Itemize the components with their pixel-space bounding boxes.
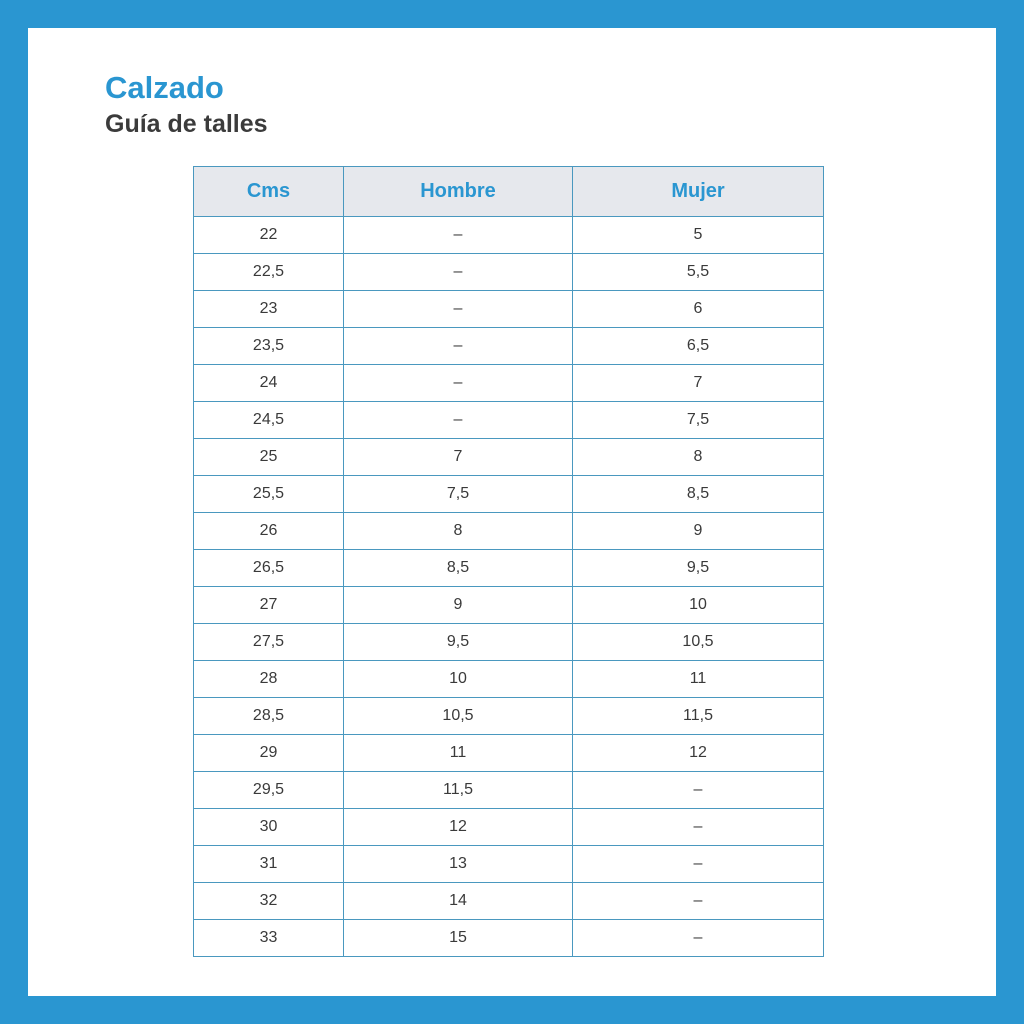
cell-cms: 33 — [194, 920, 344, 957]
cell-mujer: – — [573, 920, 824, 957]
cell-mujer: 9 — [573, 513, 824, 550]
cell-cms: 26,5 — [194, 550, 344, 587]
cell-cms: 32 — [194, 883, 344, 920]
table-row — [194, 661, 824, 698]
cell-cms: 29 — [194, 735, 344, 772]
cell-cms: 29,5 — [194, 772, 344, 809]
table-row — [194, 513, 824, 550]
cell-mujer: 11 — [573, 661, 824, 698]
page-subtitle: Guía de talles — [105, 110, 268, 138]
cell-hombre: 9,5 — [344, 624, 573, 661]
cell-hombre: 7,5 — [344, 476, 573, 513]
table-row — [194, 365, 824, 402]
cell-cms: 26 — [194, 513, 344, 550]
cell-mujer: 12 — [573, 735, 824, 772]
cell-hombre: 10 — [344, 661, 573, 698]
cell-cms: 22,5 — [194, 254, 344, 291]
column-header-mujer: Mujer — [573, 167, 824, 217]
table-row — [194, 402, 824, 439]
table-row — [194, 291, 824, 328]
cell-mujer: 5,5 — [573, 254, 824, 291]
cell-cms: 24,5 — [194, 402, 344, 439]
cell-hombre: – — [344, 365, 573, 402]
cell-mujer: 10 — [573, 587, 824, 624]
cell-mujer: 7,5 — [573, 402, 824, 439]
cell-hombre: 8 — [344, 513, 573, 550]
column-header-hombre: Hombre — [344, 167, 573, 217]
cell-mujer: 7 — [573, 365, 824, 402]
cell-cms: 24 — [194, 365, 344, 402]
table-body — [194, 217, 824, 957]
cell-hombre: – — [344, 217, 573, 254]
cell-hombre: 14 — [344, 883, 573, 920]
cell-hombre: 12 — [344, 809, 573, 846]
cell-mujer: 9,5 — [573, 550, 824, 587]
cell-mujer: – — [573, 772, 824, 809]
cell-cms: 27,5 — [194, 624, 344, 661]
table-row — [194, 846, 824, 883]
cell-cms: 25,5 — [194, 476, 344, 513]
table-row — [194, 883, 824, 920]
table-row — [194, 698, 824, 735]
cell-mujer: – — [573, 846, 824, 883]
cell-mujer: 10,5 — [573, 624, 824, 661]
cell-cms: 31 — [194, 846, 344, 883]
cell-mujer: 6,5 — [573, 328, 824, 365]
cell-hombre: 11 — [344, 735, 573, 772]
column-header-cms: Cms — [194, 167, 344, 217]
cell-hombre: – — [344, 291, 573, 328]
table-row — [194, 735, 824, 772]
cell-cms: 28 — [194, 661, 344, 698]
table-row — [194, 254, 824, 291]
table-header-row — [194, 167, 824, 217]
cell-mujer: – — [573, 809, 824, 846]
cell-hombre: 13 — [344, 846, 573, 883]
table-row — [194, 772, 824, 809]
cell-mujer: – — [573, 883, 824, 920]
table-row — [194, 624, 824, 661]
cell-hombre: 15 — [344, 920, 573, 957]
cell-mujer: 5 — [573, 217, 824, 254]
cell-hombre: 9 — [344, 587, 573, 624]
cell-hombre: – — [344, 402, 573, 439]
cell-mujer: 8 — [573, 439, 824, 476]
cell-mujer: 8,5 — [573, 476, 824, 513]
cell-hombre: 7 — [344, 439, 573, 476]
cell-cms: 25 — [194, 439, 344, 476]
table-row — [194, 217, 824, 254]
table-row — [194, 328, 824, 365]
cell-hombre: 8,5 — [344, 550, 573, 587]
cell-hombre: – — [344, 254, 573, 291]
cell-mujer: 6 — [573, 291, 824, 328]
table-row — [194, 920, 824, 957]
table-row — [194, 587, 824, 624]
page-title: Calzado — [105, 70, 224, 105]
cell-cms: 27 — [194, 587, 344, 624]
table-row — [194, 439, 824, 476]
cell-hombre: – — [344, 328, 573, 365]
cell-cms: 30 — [194, 809, 344, 846]
cell-cms: 22 — [194, 217, 344, 254]
cell-hombre: 11,5 — [344, 772, 573, 809]
cell-cms: 28,5 — [194, 698, 344, 735]
cell-cms: 23 — [194, 291, 344, 328]
table-row — [194, 550, 824, 587]
cell-cms: 23,5 — [194, 328, 344, 365]
size-guide-table — [193, 166, 824, 957]
table-row — [194, 809, 824, 846]
cell-mujer: 11,5 — [573, 698, 824, 735]
table-row — [194, 476, 824, 513]
cell-hombre: 10,5 — [344, 698, 573, 735]
